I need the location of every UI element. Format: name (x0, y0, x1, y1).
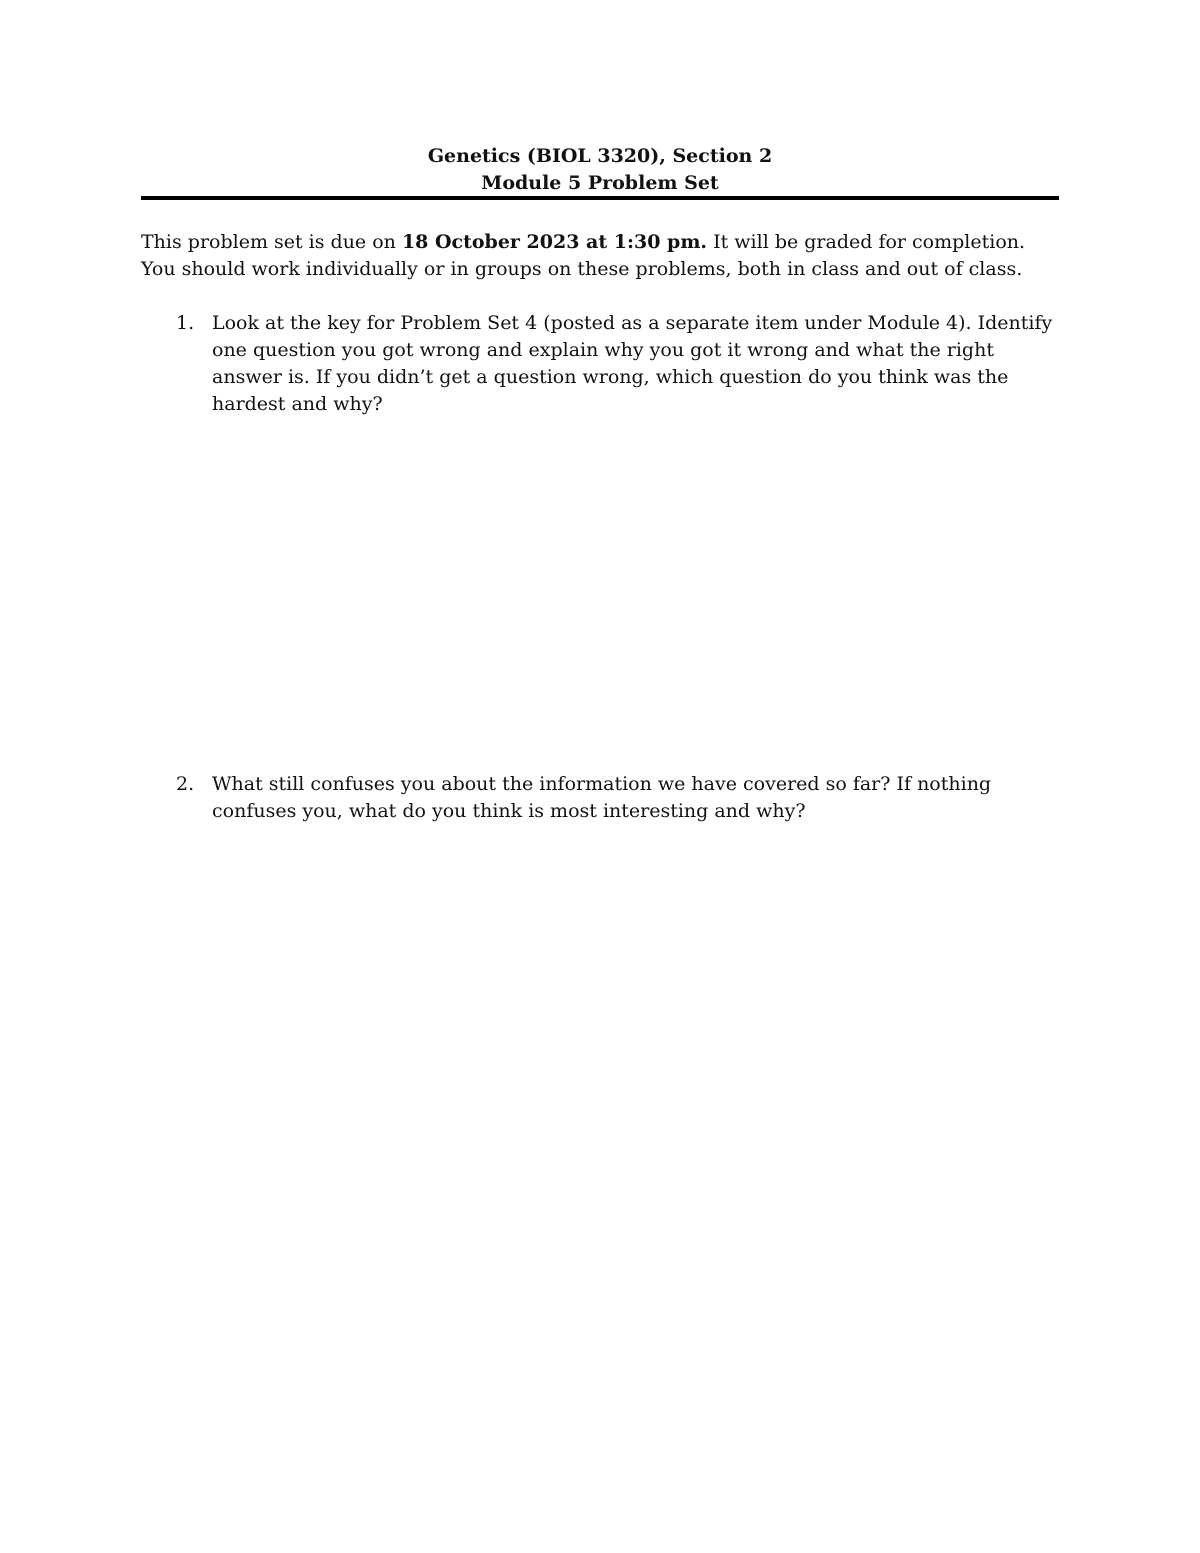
problem-set-title: Module 5 Problem Set (481, 172, 719, 194)
question-number: 2. (176, 773, 195, 795)
intro-text-end: It will be graded for completion. You should work individually or in groups on these problems, both in class and out of class. (141, 231, 1026, 280)
question-item (176, 310, 1056, 418)
course-title: Genetics (BIOL 3320), Section 2 (427, 145, 773, 167)
question-text: What still confuses you about the information we have covered so far? If nothing confuses you, what do you think is most interesting and why? (212, 773, 992, 822)
header-divider (141, 196, 1059, 200)
document-header (141, 143, 1059, 197)
intro-text-start: This problem set is due on (141, 231, 402, 253)
intro-paragraph (141, 229, 1059, 283)
due-date: 18 October 2023 at 1:30 pm. (401, 231, 708, 253)
question-item (176, 771, 1056, 825)
question-number: 1. (176, 312, 195, 334)
question-text: Look at the key for Problem Set 4 (posted as a separate item under Module 4). Identify one question you got wrong and explain why you got it wrong and what the right answer is. If you didn’t get a question wrong, which question do you think was the hardest and why? (212, 312, 1053, 415)
